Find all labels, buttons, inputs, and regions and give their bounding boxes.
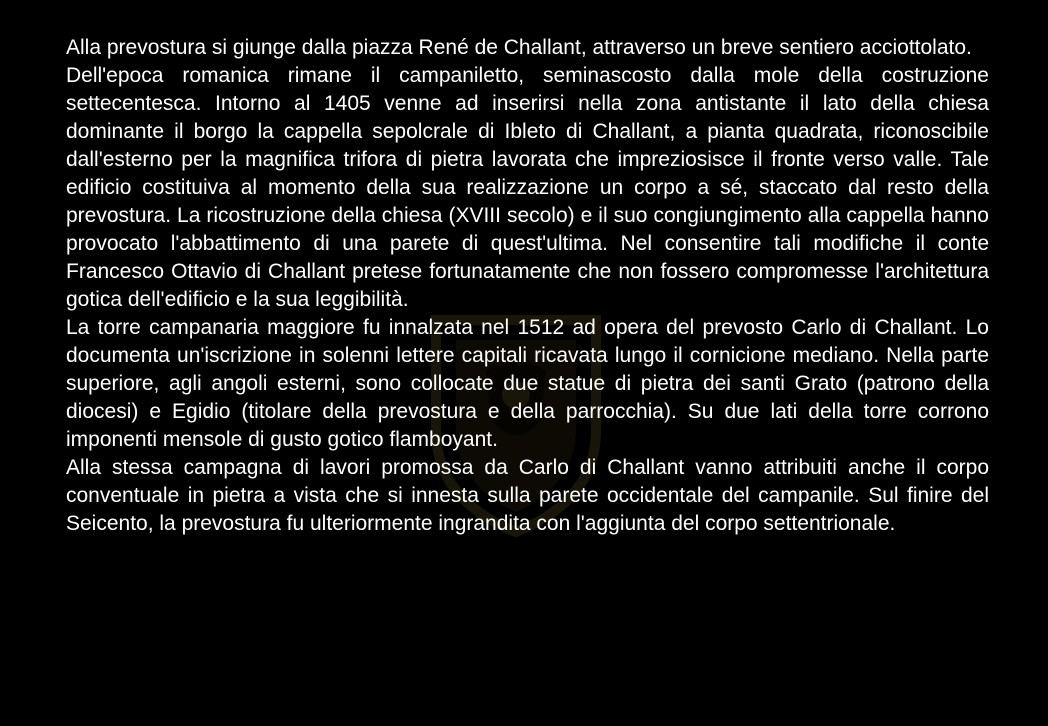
paragraph: Dell'epoca romanica rimane il campaniletto, seminascosto dalla mole della costruzione settecentesca. Intorno al 1405 venne ad inserirsi nella zona antistante il lato della chiesa dominante il borgo la cappella sepolcrale di Ibleto di Challant, a pianta quadrata, riconoscibile dall'esterno per la magnifica trifora di pietra lavorata che impreziosisce il fronte verso valle. Tale edificio costituiva al momento della sua realizzazione un corpo a sé, staccato dal resto della prevostura. La ricostruzione della chiesa (XVIII secolo) e il suo congiungimento alla cappella hanno provocato l'abbattimento di una parete di quest'ultima. Nel consentire tali modifiche il conte Francesco Ottavio di Challant pretese fortunatamente che non fossero compromesse l'architettura gotica dell'edificio e la sua leggibilità. xyxy=(66,64,989,311)
paragraph: Alla stessa campagna di lavori promossa da Carlo di Challant vanno attribuiti anche il corpo conventuale in pietra a vista che si innesta sulla parete occidentale del campanile. Sul finire del Seicento, la prevostura fu ulteriormente ingrandita con l'aggiunta del corpo settentrionale. xyxy=(66,456,989,535)
paragraph: Alla prevostura si giunge dalla piazza René de Challant, attraverso un breve sentiero acciottolato. xyxy=(66,36,972,59)
article-text xyxy=(66,34,989,538)
paragraph: La torre campanaria maggiore fu innalzata nel 1512 ad opera del prevosto Carlo di Challant. Lo documenta un'iscrizione in solenni lettere capitali ricavata lungo il cornicione mediano. Nella parte superiore, agli angoli esterni, sono collocate due statue di pietra dei santi Grato (patrono della diocesi) e Egidio (titolare della prevostura e della parrocchia). Su due lati della torre corrono imponenti mensole di gusto gotico flamboyant. xyxy=(66,316,989,451)
